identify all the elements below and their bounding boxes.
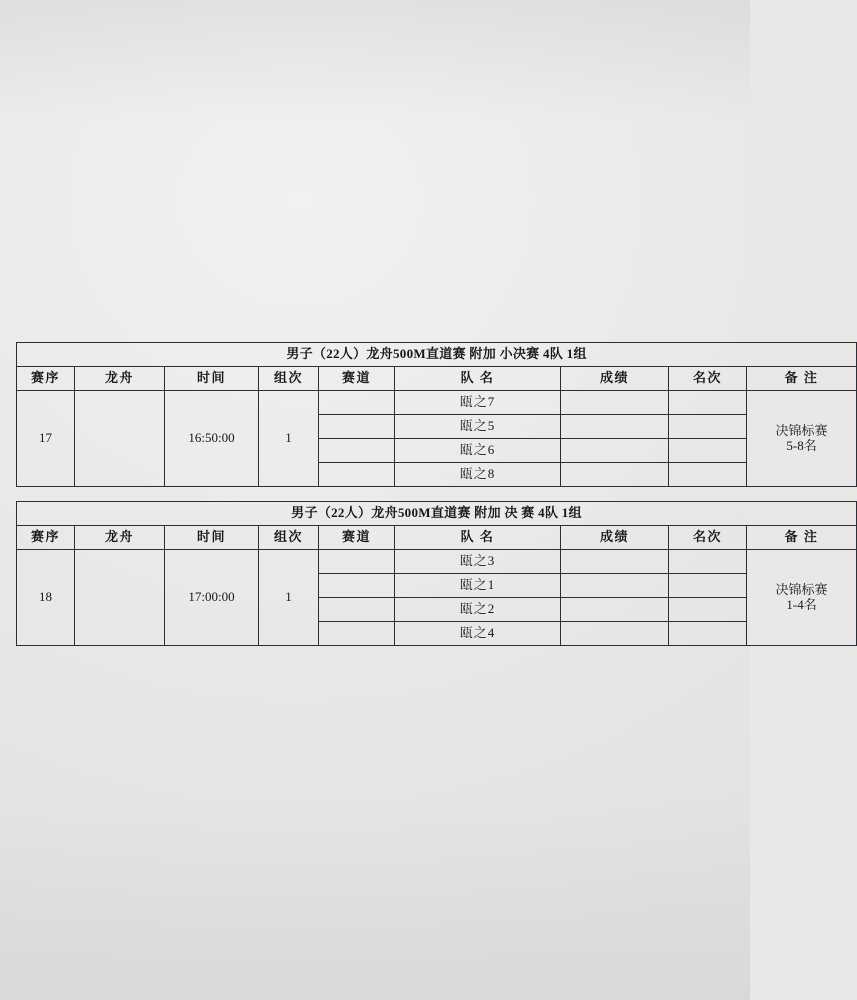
team-name-cell: 瓯之2 <box>395 598 561 622</box>
score-cell <box>561 622 669 646</box>
race-boat <box>75 550 165 646</box>
rank-cell <box>669 463 747 487</box>
table-title-row <box>17 502 857 526</box>
table-header-row <box>17 367 857 391</box>
rank-cell <box>669 415 747 439</box>
column-header-score: 成绩 <box>561 367 669 391</box>
score-cell <box>561 574 669 598</box>
lane-cell <box>319 415 395 439</box>
lane-cell <box>319 598 395 622</box>
column-header-rank: 名次 <box>669 526 747 550</box>
race-group: 1 <box>259 391 319 487</box>
column-header-rank: 名次 <box>669 367 747 391</box>
score-cell <box>561 391 669 415</box>
team-name-cell: 瓯之3 <box>395 550 561 574</box>
score-cell <box>561 415 669 439</box>
rank-cell <box>669 550 747 574</box>
team-name-cell: 瓯之5 <box>395 415 561 439</box>
score-cell <box>561 463 669 487</box>
rank-cell <box>669 622 747 646</box>
race-block-table <box>16 501 857 646</box>
table-row <box>17 550 857 574</box>
rank-cell <box>669 391 747 415</box>
column-header-team: 队 名 <box>395 367 561 391</box>
rank-cell <box>669 439 747 463</box>
column-header-group: 组次 <box>259 526 319 550</box>
column-header-time: 时间 <box>165 367 259 391</box>
column-header-lane: 赛道 <box>319 367 395 391</box>
column-header-boat: 龙舟 <box>75 367 165 391</box>
lane-cell <box>319 622 395 646</box>
race-note: 决锦标赛 1-4名 <box>747 550 857 646</box>
race-note: 决锦标赛 5-8名 <box>747 391 857 487</box>
table-header-row <box>17 526 857 550</box>
lane-cell <box>319 439 395 463</box>
race-time: 17:00:00 <box>165 550 259 646</box>
team-name-cell: 瓯之8 <box>395 463 561 487</box>
column-header-lane: 赛道 <box>319 526 395 550</box>
lane-cell <box>319 463 395 487</box>
column-header-seq: 赛序 <box>17 526 75 550</box>
rank-cell <box>669 598 747 622</box>
race-seq: 17 <box>17 391 75 487</box>
score-cell <box>561 439 669 463</box>
table-title-row <box>17 343 857 367</box>
race-seq: 18 <box>17 550 75 646</box>
score-cell <box>561 598 669 622</box>
table-row <box>17 391 857 415</box>
column-header-time: 时间 <box>165 526 259 550</box>
team-name-cell: 瓯之7 <box>395 391 561 415</box>
race-time: 16:50:00 <box>165 391 259 487</box>
race-group: 1 <box>259 550 319 646</box>
column-header-boat: 龙舟 <box>75 526 165 550</box>
team-name-cell: 瓯之6 <box>395 439 561 463</box>
team-name-cell: 瓯之1 <box>395 574 561 598</box>
lane-cell <box>319 550 395 574</box>
column-header-score: 成绩 <box>561 526 669 550</box>
rank-cell <box>669 574 747 598</box>
column-header-group: 组次 <box>259 367 319 391</box>
column-header-team: 队 名 <box>395 526 561 550</box>
schedule-content <box>16 342 828 646</box>
team-name-cell: 瓯之4 <box>395 622 561 646</box>
column-header-note: 备 注 <box>747 367 857 391</box>
race-block-table <box>16 342 857 487</box>
lane-cell <box>319 574 395 598</box>
column-header-seq: 赛序 <box>17 367 75 391</box>
race-boat <box>75 391 165 487</box>
block-title: 男子（22人）龙舟500M直道赛 附加 小决赛 4队 1组 <box>17 343 857 367</box>
block-title: 男子（22人）龙舟500M直道赛 附加 决 赛 4队 1组 <box>17 502 857 526</box>
lane-cell <box>319 391 395 415</box>
column-header-note: 备 注 <box>747 526 857 550</box>
score-cell <box>561 550 669 574</box>
